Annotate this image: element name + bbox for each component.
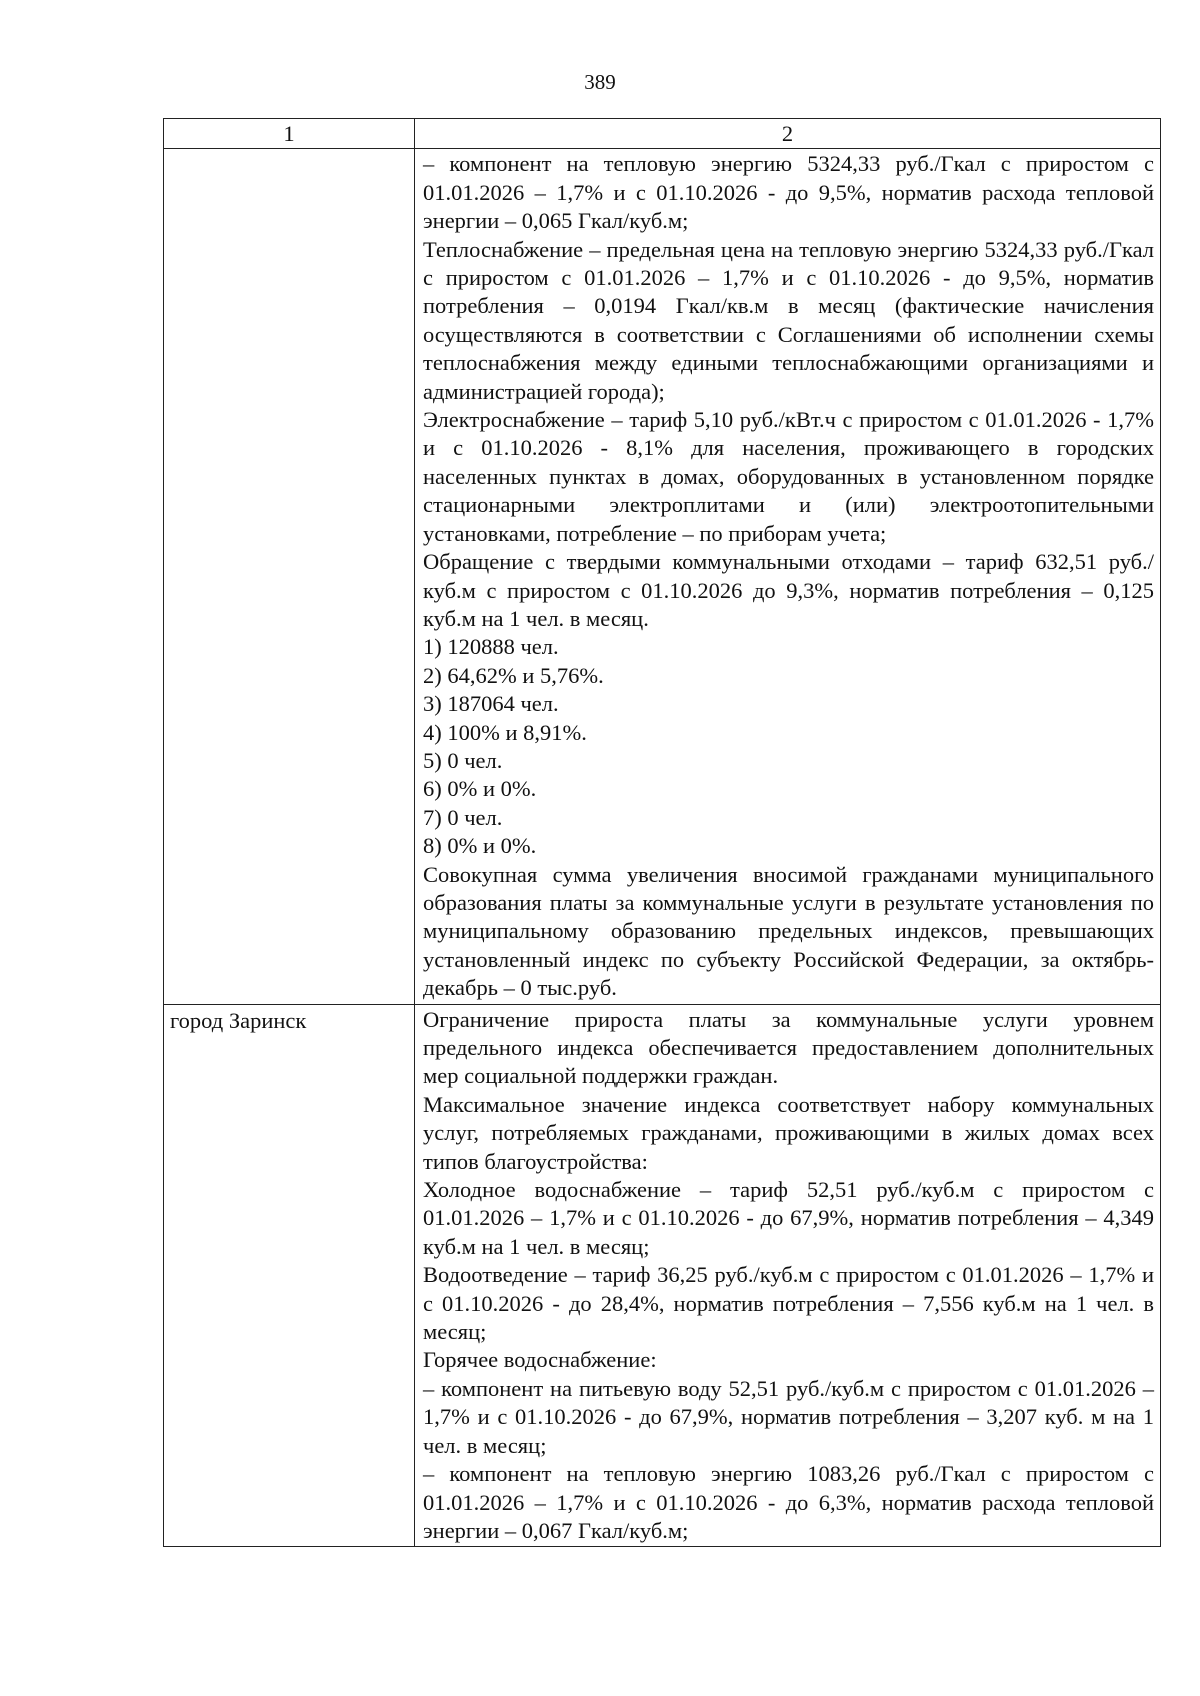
- table-row: [164, 1004, 1161, 1547]
- description-cell: [415, 149, 1161, 1004]
- tariff-table: [163, 118, 1161, 1547]
- list-item: 6) 0% и 0%.: [423, 776, 537, 802]
- paragraph: – компонент на питьевую воду 52,51 руб./куб.м с приростом с 01.01.2026 – 1,7% и с 01.10.2026 - до 67,9%, норматив потребления – 3,207 куб. м на 1 чел. в месяц;: [423, 1375, 1154, 1458]
- list-item: 8) 0% и 0%.: [423, 833, 537, 859]
- list-item: 7) 0 чел.: [423, 804, 503, 830]
- table-row: [164, 149, 1161, 1004]
- column-header-2: 2: [415, 119, 1161, 149]
- description-cell: [415, 1004, 1161, 1547]
- list-item: 2) 64,62% и 5,76%.: [423, 662, 604, 688]
- list-item: 4) 100% и 8,91%.: [423, 719, 587, 745]
- page-number: 389: [584, 70, 616, 94]
- list-item: 5) 0 чел.: [423, 747, 503, 773]
- paragraph: Ограничение прироста платы за коммунальные услуги уровнем предельного индекса обеспечивается предоставлением дополнительных мер социальной поддержки граждан.: [423, 1006, 1154, 1089]
- paragraph: Горячее водоснабжение:: [423, 1347, 657, 1373]
- paragraph: Водоотведение – тариф 36,25 руб./куб.м с приростом с 01.01.2026 – 1,7% и с 01.10.2026 - до 28,4%, норматив потребления – 7,556 куб.м на 1 чел. в месяц;: [423, 1262, 1154, 1345]
- paragraph: Совокупная сумма увеличения вносимой гражданами муниципального образования платы за коммунальные услуги в результате установления по муниципальному образованию предельных индексов, превышающих установленный индекс по субъекту Российской Федерации, за октябрь-декабрь – 0 тыс.руб.: [423, 861, 1154, 1001]
- paragraph: Обращение с твердыми коммунальными отходами – тариф 632,51 руб./куб.м с приростом с 01.10.2026 до 9,3%, норматив потребления – 0,125 куб.м на 1 чел. в месяц.: [423, 549, 1154, 631]
- region-cell: город Заринск: [164, 1004, 415, 1547]
- paragraph: – компонент на тепловую энергию 1083,26 руб./Гкал с приростом с 01.01.2026 – 1,7% и с 01.10.2026 - до 6,3%, норматив расхода тепловой энергии – 0,067 Гкал/куб.м;: [423, 1461, 1154, 1543]
- list-item: 3) 187064 чел.: [423, 691, 559, 717]
- paragraph: Теплоснабжение – предельная цена на тепловую энергию 5324,33 руб./Гкал с приростом с 01.01.2026 – 1,7% и с 01.10.2026 - до 9,5%, норматив потребления – 0,0194 Гкал/кв.м в месяц (фактические начисления осуществляются в соответствии с Соглашениями об исполнении схемы теплоснабжения между едиными теплоснабжающими организациями и администрацией города);: [423, 236, 1154, 404]
- paragraph: – компонент на тепловую энергию 5324,33 руб./Гкал с приростом с 01.01.2026 – 1,7% и с 01.10.2026 - до 9,5%, норматив расхода тепловой энергии – 0,065 Гкал/куб.м;: [423, 151, 1154, 234]
- paragraph: Электроснабжение – тариф 5,10 руб./кВт.ч с приростом с 01.01.2026 - 1,7% и с 01.10.2026 - 8,1% для населения, проживающего в городских населенных пунктах в домах, оборудованных в установленном порядке стационарными электроплитами и (или) электроотопительными установками, потребление – по приборам учета;: [423, 407, 1154, 546]
- list-item: 1) 120888 чел.: [423, 634, 559, 660]
- column-header-1: 1: [164, 119, 415, 149]
- region-cell: [164, 149, 415, 1004]
- paragraph: Максимальное значение индекса соответствует набору коммунальных услуг, потребляемых гражданами, проживающими в жилых домах всех типов благоустройства:: [423, 1091, 1154, 1174]
- table-header-row: [164, 119, 1161, 149]
- paragraph: Холодное водоснабжение – тариф 52,51 руб./куб.м с приростом с 01.01.2026 – 1,7% и с 01.10.2026 - до 67,9%, норматив потребления – 4,349 куб.м на 1 чел. в месяц;: [423, 1177, 1154, 1259]
